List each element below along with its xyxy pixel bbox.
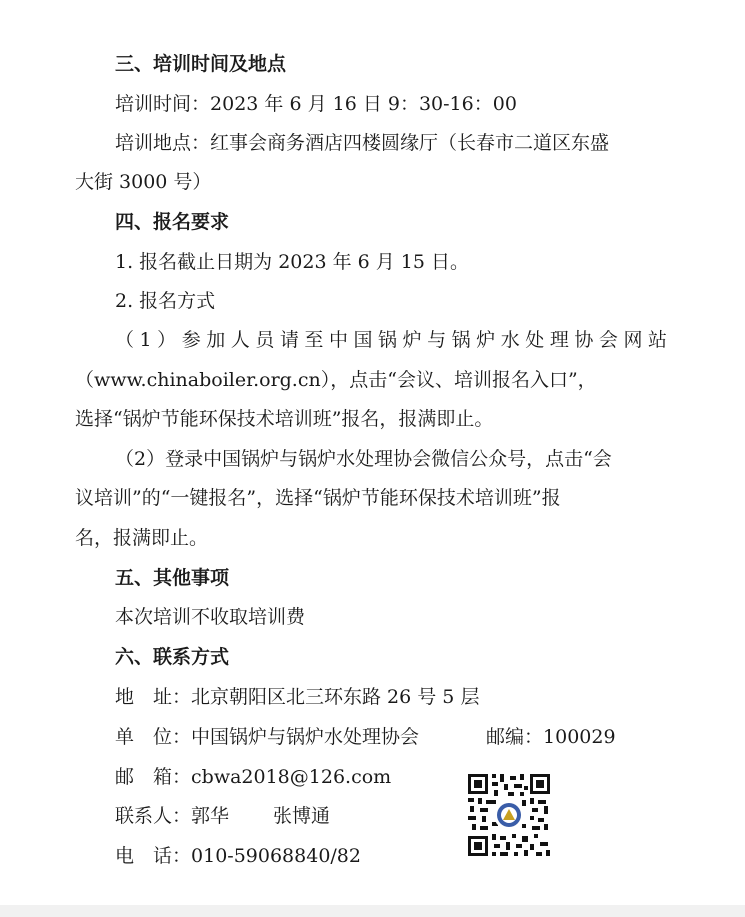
training-time-line — [115, 90, 517, 118]
contact-phone-line — [115, 842, 361, 870]
address-value: 北京朝阳区北三环东路 26 号 5 层 — [191, 686, 480, 708]
training-time-value: 2023 年 6 月 16 日 9：30-16：00 — [210, 93, 517, 115]
unit-label: 单 位： — [115, 726, 192, 748]
contact-person-name2: 张博通 — [273, 805, 331, 827]
email-value: cbwa2018@126.com — [191, 766, 392, 788]
phone-value: 010-59068840/82 — [191, 845, 361, 867]
training-location-value-line2: 大街 3000 号） — [75, 171, 212, 193]
qr-code-icon — [466, 772, 552, 858]
section-heading-registration: 四、报名要求 — [115, 211, 230, 233]
postcode-value: 100029 — [543, 726, 616, 748]
contact-person-line — [115, 802, 330, 830]
contact-person-name1: 郭华 — [191, 805, 230, 827]
contact-email-line — [115, 763, 391, 791]
phone-label: 电 话： — [115, 845, 192, 867]
contact-postcode — [486, 723, 616, 751]
section-heading-other-matters: 五、其他事项 — [115, 567, 230, 589]
contact-person-label: 联系人： — [115, 805, 192, 827]
registration-method2-line1: （2）登录中国锅炉与锅炉水处理协会微信公众号，点击“会 — [115, 448, 612, 470]
address-label: 地 址： — [115, 686, 192, 708]
email-label: 邮 箱： — [115, 766, 192, 788]
registration-method2-line3: 名，报满即止。 — [75, 527, 209, 549]
training-location-line — [115, 129, 609, 157]
section-heading-training-time-location: 三、培训时间及地点 — [115, 53, 287, 75]
training-location-label: 培训地点： — [115, 132, 211, 154]
registration-method2-line2: 议培训”的“一键报名”，选择“锅炉节能环保技术培训班”报 — [75, 487, 561, 509]
registration-method1-line1: （1）参加人员请至中国锅炉与锅炉水处理协会网站 — [115, 329, 667, 351]
registration-method-item: 2. 报名方式 — [115, 290, 216, 312]
postcode-label: 邮编： — [486, 726, 544, 748]
section-heading-contact: 六、联系方式 — [115, 646, 230, 668]
contact-address-line — [115, 683, 479, 711]
contact-unit-line — [115, 723, 419, 751]
training-location-value-line1: 红事会商务酒店四楼圆缘厅（长春市二道区东盛 — [210, 132, 610, 154]
registration-method1-line3: 选择“锅炉节能环保技术培训班”报名，报满即止。 — [75, 408, 494, 430]
registration-method1-line2: （www.chinaboiler.org.cn），点击“会议、培训报名入口”， — [75, 369, 597, 391]
unit-value: 中国锅炉与锅炉水处理协会 — [191, 726, 420, 748]
other-matters-text: 本次培训不收取培训费 — [115, 606, 306, 628]
training-time-label: 培训时间： — [115, 93, 211, 115]
registration-deadline-item: 1. 报名截止日期为 2023 年 6 月 15 日。 — [115, 251, 470, 273]
page-bottom-edge — [0, 905, 745, 917]
